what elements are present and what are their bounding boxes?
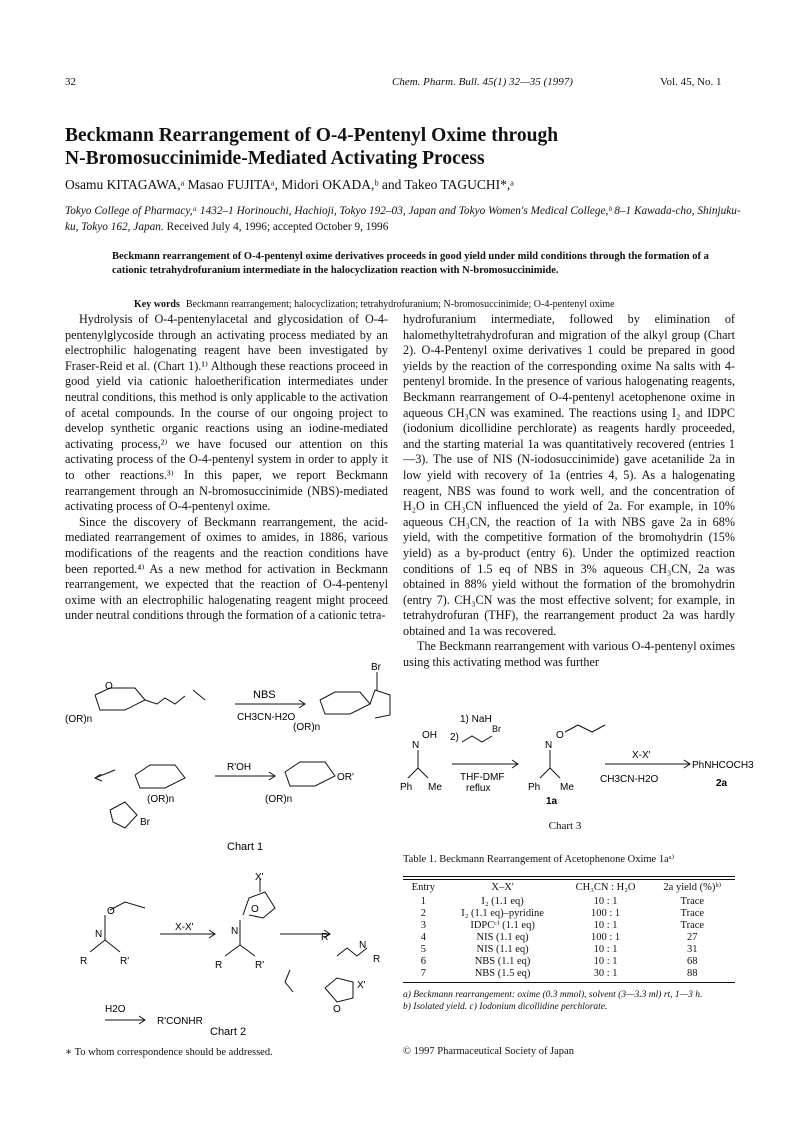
chart1-solvent: CH3CN-H2O [237, 712, 296, 723]
chart3-oxygen: O [556, 730, 564, 741]
table-cell: 10 : 1 [593, 896, 618, 907]
chart1-or-n-label: (OR)n [147, 794, 175, 805]
keywords-list: Beckmann rearrangement; halocyclization; tetrahydrofuranium; N-bromosuccinimide; O-4-pentenyl oxime [185, 299, 615, 310]
chart2-nitrogen: N [359, 940, 367, 951]
table-row [403, 944, 735, 956]
chart2-x-prime: X' [255, 872, 264, 883]
table-cell: 30 : 1 [593, 968, 618, 979]
chart2-water: H2O [105, 1004, 126, 1015]
chart2-nitrogen: N [95, 929, 103, 940]
right-column-text [403, 312, 735, 671]
keywords-label: Key words [134, 299, 180, 310]
chart3-hydroxyl: OH [422, 730, 437, 741]
chart3-conditions: THF-DMF [460, 772, 505, 783]
chart2-reagent: X-X' [175, 922, 194, 933]
author-list: Osamu KITAGAWA,ᵃ Masao FUJITAᵃ, Midori OKADA,ᵇ and Takeo TAGUCHI*,ᵃ [65, 177, 514, 192]
chart2-oxygen: O [107, 906, 115, 917]
table-cell: 2 [420, 908, 426, 919]
chart3-solvent: CH3CN-H2O [600, 774, 659, 785]
left-column-text [65, 312, 388, 624]
table-cell: Trace [680, 896, 705, 907]
correspondence-note: ∗ To whom correspondence should be addressed. [65, 1047, 273, 1058]
chart2-oxygen: O [333, 1004, 341, 1015]
chart3-caption: Chart 3 [548, 820, 582, 832]
chart1-or-n-label: (OR)n [265, 794, 293, 805]
table-cell: 6 [420, 956, 426, 967]
table1 [403, 876, 735, 1013]
table-cell: NBS (1.1 eq) [474, 956, 531, 967]
chart3-nitrogen: N [412, 740, 420, 751]
table-cell: 27 [687, 932, 698, 943]
table-rule [403, 982, 735, 983]
chart2-oxygen: O [251, 904, 259, 915]
chart3-reagent: X-X' [632, 750, 651, 761]
chart1-or-prime: OR' [337, 772, 354, 783]
paragraph: The Beckmann rearrangement with various O-4-pentenyl oximes using this activating method was further [403, 639, 735, 670]
paragraph: Since the discovery of Beckmann rearrangement, the acid-mediated rearrangement of oximes to amides, in 1886, various modifications of the reagents and the reaction conditions have been reported.⁴⁾ As a new method for activation in Beckmann rearrangement, we expected that the reaction of O-4-pentenyl oxime with an electrophilic halogenating reagent might proceed under neutral conditions through the formation of a cationic tetra- [65, 514, 388, 623]
chart1-bromine: Br [140, 817, 150, 828]
chart1-caption: Chart 1 [227, 841, 264, 853]
chart2-r-prime: R' [120, 956, 130, 967]
chart1-ring-oxygen: O [105, 681, 113, 692]
paragraph: Hydrolysis of O-4-pentenylacetal and glycosidation of O-4-pentenylglycoside through an activating process mediated by an electrophilic halogenating reagent have been investigated by Fraser-Reid et al. (Chart 1).¹⁾ Although these reactions proceed in good yield via cationic haloetherification intermediates under neutral conditions, this method is only applicable to the activation of acetal compounds. In the course of our ongoing project to develop synthetic organic reactions using an iodine-mediated activating process,²⁾ we have focused our attention on this activating process of the O-4-pentenyl system in order to apply it to other reactions.³⁾ In this paper, we report Beckmann rearrangement through an N-bromosuccinimide (NBS)-mediated activating process of O-4-pentenyl oxime. [65, 312, 388, 514]
table-header: 2a yield (%)ᵇ⁾ [663, 882, 722, 893]
title-line-2: N-Bromosuccinimide-Mediated Activating Process [65, 148, 485, 169]
table-header: Entry [411, 882, 435, 893]
keywords [134, 299, 754, 310]
paragraph: hydrofuranium intermediate, followed by elimination of halomethyltetrahydrofuran and migration of the alkyl group (Chart 2). O-4-Pentenyl oxime derivatives 1 could be prepared in good yields by the reaction of the corresponding oxime Na salts with 4-pentenyl bromide. In the presence of various halogenating reagents, Beckmann rearrangement of O-4-pentenyl acetophenone oxime in aqueous CH₃CN was examined. The reactions using I₂ and IDPC (iodonium dicollidine perchlorate) as reagents hardly proceeded, and the starting material 1a was quantitatively recovered (entries 1—3). The use of NIS (N-iodosuccinimide) gave acetanilide 2a in low yield with recovery of 1a (entries 4, 5). As a halogenating reagent, NBS was found to work well, and the concentration of H₂O in CH₃CN influenced the yield of 2a. For example, in 10% aqueous CH₃CN, the reaction of 1a with NBS gave 2a in 68% yield, with the competitive formation of the bromohydrin (15% yield) as a by-product (entry 6). Under the optimized reaction conditions of 1.5 eq of NBS in 3% aqueous CH₃CN, 2a was obtained in 88% yield without the formation of the bromohydrin (entry 7). CH₃CN was the most effective solvent; for example, in tetrahydrofuran (THF), the rearrangement product 2a was hardly obtained and 1a was recovered. [403, 312, 735, 638]
chart3-label-1a: 1a [546, 796, 558, 807]
chart1-or-n-label: (OR)n [65, 714, 93, 725]
table-cell: 5 [420, 944, 426, 955]
table-cell: NIS (1.1 eq) [476, 944, 529, 955]
table-cell: Trace [680, 920, 705, 931]
chart2-x-prime: X' [357, 980, 366, 991]
chart1-bromine: Br [371, 662, 381, 673]
table-cell: 1 [420, 896, 426, 907]
chart3-step-1: 1) NaH [460, 714, 492, 725]
table-cell: 31 [687, 944, 698, 955]
chart3-bromine: Br [492, 724, 501, 734]
table-cell: I₂ (1.1 eq) [481, 896, 524, 907]
chart3-phenyl: Ph [528, 782, 541, 793]
table-header: CH₃CN : H₂O [575, 882, 636, 893]
table-row [403, 932, 735, 944]
chart1-or-n-label: (OR)n [293, 722, 321, 733]
table-cell: 3 [420, 920, 426, 931]
chart3-phenyl: Ph [400, 782, 413, 793]
table-row [403, 908, 735, 920]
chart3-reflux: reflux [466, 783, 491, 794]
received-dates: Received July 4, 1996; accepted October 9, 1996 [166, 220, 389, 233]
page-number: 32 [65, 76, 76, 88]
table-footnote: b) Isolated yield. c) Iodonium dicollidine perchlorate. [403, 1002, 608, 1012]
table-cell: 4 [420, 932, 426, 943]
journal-citation: Chem. Pharm. Bull. 45(1) 32—35 (1997) [392, 76, 573, 88]
chart-2-scheme [65, 870, 395, 1038]
table-row [403, 896, 735, 908]
table-cell: 88 [687, 968, 698, 979]
table-row [403, 968, 735, 980]
chart3-methyl: Me [560, 782, 574, 793]
table-row [403, 956, 735, 968]
chart2-nitrogen: N [231, 926, 239, 937]
chart3-methyl: Me [428, 782, 442, 793]
chart2-r-prime: R' [255, 960, 265, 971]
chart2-caption: Chart 2 [210, 1026, 247, 1038]
chart3-label-2a: 2a [716, 778, 728, 789]
table-cell: 7 [420, 968, 426, 979]
table-cell: 68 [687, 956, 698, 967]
table-cell: IDPCᶜ⁾ (1.1 eq) [470, 920, 535, 931]
table-cell: I₂ (1.1 eq)–pyridine [461, 908, 544, 919]
chart3-nitrogen: N [545, 740, 553, 751]
table1-title: Table 1. Beckmann Rearrangement of Acetophenone Oxime 1aᵃ⁾ [403, 854, 675, 865]
table-cell: 10 : 1 [593, 956, 618, 967]
chart2-r-prime: R' [321, 932, 331, 943]
table-cell: 10 : 1 [593, 920, 618, 931]
affiliations [65, 204, 745, 235]
chart2-r: R [80, 956, 88, 967]
table-footnote: a) Beckmann rearrangement: oxime (0.3 mmol), solvent (3—3.3 ml) rt, 1—3 h. [403, 990, 703, 1000]
chart3-step-2: 2) [450, 732, 459, 743]
chart-3-scheme [400, 700, 754, 810]
abstract: Beckmann rearrangement of O-4-pentenyl oxime derivatives proceeds in good yield under mild conditions through the formation of a cationic tetrahydrofuranium intermediate in the halocyclization reaction with N-bromosuccinimide. [112, 251, 709, 276]
chart2-r: R [373, 954, 381, 965]
table-row [403, 920, 735, 932]
table-cell: NBS (1.5 eq) [474, 968, 531, 979]
chart2-product: R'CONHR [157, 1016, 203, 1027]
affiliation-text: Tokyo College of Pharmacy,ᵃ 1432–1 Horinouchi, Hachioji, Tokyo 192–03, Japan and Tokyo Women's Medical College,ᵇ 8–1 Kawada-cho, Shinjuku-ku, Tokyo 162, Japan. [65, 205, 741, 233]
chart2-r: R [215, 960, 223, 971]
chart3-product: PhNHCOCH3 [692, 760, 754, 771]
chart-1-scheme [65, 660, 395, 853]
volume-issue: Vol. 45, No. 1 [660, 76, 722, 88]
table-cell: Trace [680, 908, 705, 919]
chart1-reagent-nbs: NBS [253, 689, 276, 701]
table-cell: 10 : 1 [593, 944, 618, 955]
table-cell: 100 : 1 [590, 908, 621, 919]
copyright-notice: © 1997 Pharmaceutical Society of Japan [403, 1046, 574, 1057]
chart1-reagent-roh: R'OH [227, 762, 252, 773]
table-cell: NIS (1.1 eq) [476, 932, 529, 943]
article-title [65, 124, 745, 170]
table-header: X–X' [491, 882, 514, 893]
title-line-1: Beckmann Rearrangement of O-4-Pentenyl Oxime through [65, 125, 559, 146]
table-cell: 100 : 1 [590, 932, 621, 943]
table1-grid [403, 880, 735, 980]
